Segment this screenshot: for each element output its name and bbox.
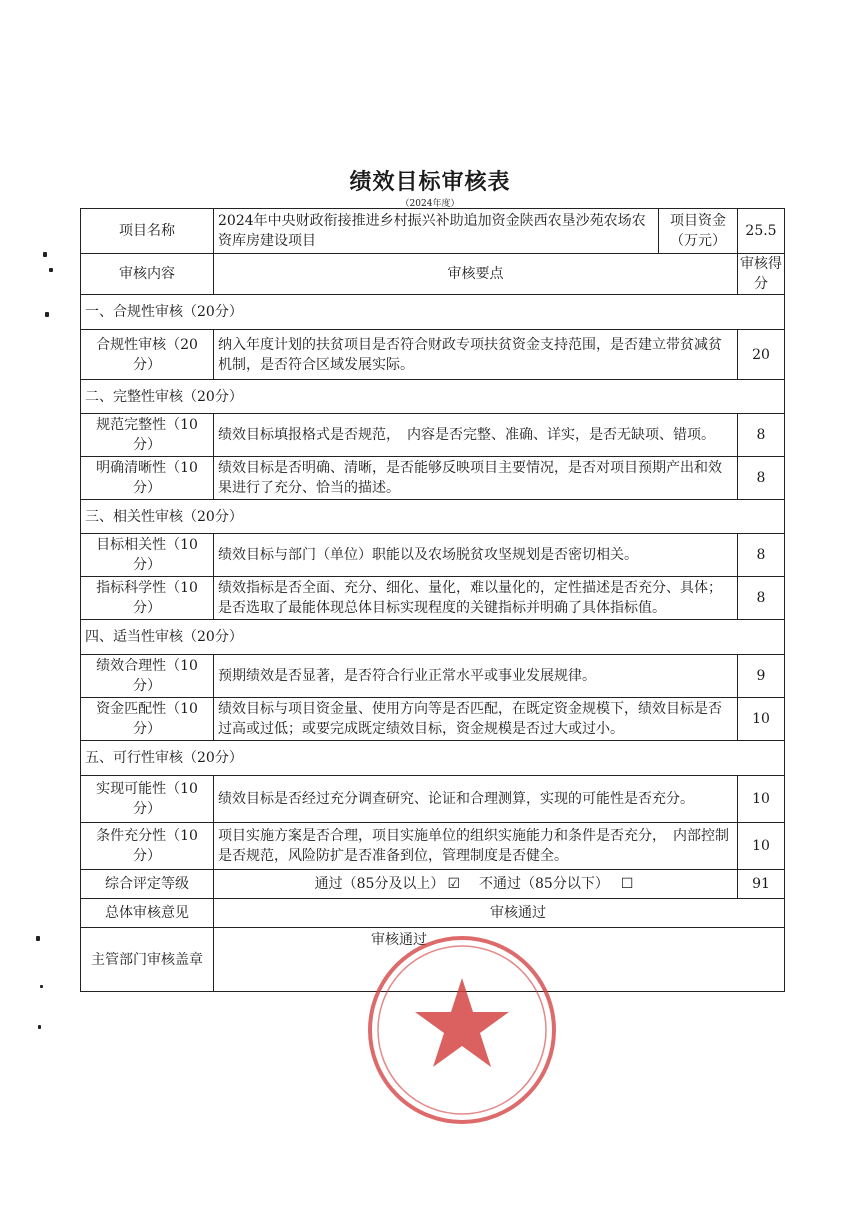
section-row: [81, 380, 785, 414]
criteria-score: 8: [738, 414, 785, 457]
opinion-cell: [214, 899, 785, 928]
criteria-desc: 绩效目标填报格式是否规范， 内容是否完整、准确、详实，是否无缺项、错项。: [214, 414, 738, 457]
project-name-value: 2024年中央财政衔接推进乡村振兴补助追加资金陕西农垦沙苑农场农资库房建设项目: [214, 209, 659, 254]
section-row: [81, 620, 785, 655]
criteria-desc: 纳入年度计划的扶贫项目是否符合财政专项扶贫资金支持范围，是否建立带贫减贫机制，是否符合区域发展实际。: [214, 330, 738, 380]
criteria-score: 10: [738, 823, 785, 870]
criteria-desc: 预期绩效是否显著，是否符合行业正常水平或事业发展规律。: [214, 655, 738, 698]
dept-text: 审核通过: [371, 932, 427, 948]
project-row: [81, 209, 785, 254]
dept-label: 主管部门审核盖章: [81, 928, 214, 992]
rating-label: 综合评定等级: [81, 870, 214, 899]
opinion-row: [81, 899, 785, 928]
section-title: 三、相关性审核（20分）: [81, 500, 785, 534]
pass-checkbox-icon[interactable]: ☑: [447, 876, 460, 892]
score-header: 审核得分: [738, 254, 785, 295]
criteria-row: [81, 823, 785, 870]
scan-speck: [36, 936, 40, 941]
criteria-desc: 项目实施方案是否合理，项目实施单位的组织实施能力和条件是否充分， 内部控制是否规范，风险防扩是否准备到位，管理制度是否健全。: [214, 823, 738, 870]
fund-label: 项目资金（万元）: [659, 209, 738, 254]
criteria-name: 合规性审核（20分）: [81, 330, 214, 380]
dept-cell: [214, 928, 785, 992]
content-header: 审核内容: [81, 254, 214, 295]
document-title: 绩效目标审核表: [349, 170, 511, 195]
pass-option-label: 通过（85分及以上）: [314, 876, 445, 892]
criteria-row: [81, 534, 785, 577]
criteria-name: 目标相关性（10分）: [81, 534, 214, 577]
criteria-score: 8: [738, 534, 785, 577]
scan-speck: [40, 985, 43, 988]
dept-row: [81, 928, 785, 992]
scan-speck: [49, 268, 53, 272]
points-header: 审核要点: [214, 254, 738, 295]
criteria-desc: 绩效目标是否明确、清晰，是否能够反映项目主要情况，是否对项目预期产出和效果进行了充分、恰当的描述。: [214, 457, 738, 500]
criteria-score: 9: [738, 655, 785, 698]
criteria-score: 20: [738, 330, 785, 380]
fail-option-label: 不通过（85分以下）: [479, 876, 609, 892]
opinion-text: 审核通过: [490, 905, 546, 921]
criteria-row: [81, 776, 785, 823]
criteria-row: [81, 655, 785, 698]
total-score: 91: [738, 870, 785, 899]
criteria-name: 绩效合理性（10分）: [81, 655, 214, 698]
project-name-label: 项目名称: [81, 209, 214, 254]
criteria-name: 指标科学性（10分）: [81, 577, 214, 620]
section-row: [81, 741, 785, 776]
scan-speck: [38, 1025, 41, 1029]
criteria-row: [81, 698, 785, 741]
criteria-desc: 绩效目标是否经过充分调查研究、论证和合理测算，实现的可能性是否充分。: [214, 776, 738, 823]
criteria-row: [81, 414, 785, 457]
criteria-score: 8: [738, 577, 785, 620]
section-row: [81, 500, 785, 534]
document-year: （2024年度）: [400, 199, 460, 209]
fund-value: 25.5: [738, 209, 785, 254]
section-title: 二、完整性审核（20分）: [81, 380, 785, 414]
criteria-name: 规范完整性（10分）: [81, 414, 214, 457]
opinion-label: 总体审核意见: [81, 899, 214, 928]
criteria-score: 10: [738, 698, 785, 741]
criteria-name: 明确清晰性（10分）: [81, 457, 214, 500]
header-row: [81, 254, 785, 295]
criteria-desc: 绩效目标与部门（单位）职能以及农场脱贫攻坚规划是否密切相关。: [214, 534, 738, 577]
criteria-score: 10: [738, 776, 785, 823]
criteria-row: [81, 330, 785, 380]
section-row: [81, 295, 785, 330]
review-table: [80, 208, 785, 992]
fail-checkbox-icon[interactable]: ☐: [620, 876, 634, 892]
section-title: 一、合规性审核（20分）: [81, 295, 785, 330]
criteria-desc: 绩效目标与项目资金量、使用方向等是否匹配，在既定资金规模下，绩效目标是否过高或过低；或要完成既定绩效目标，资金规模是否过大或过小。: [214, 698, 738, 741]
criteria-score: 8: [738, 457, 785, 500]
criteria-name: 资金匹配性（10分）: [81, 698, 214, 741]
rating-row: [81, 870, 785, 899]
section-title: 五、可行性审核（20分）: [81, 741, 785, 776]
section-title: 四、适当性审核（20分）: [81, 620, 785, 655]
scan-speck: [43, 252, 47, 257]
criteria-name: 条件充分性（10分）: [81, 823, 214, 870]
criteria-row: [81, 457, 785, 500]
scan-speck: [45, 312, 49, 317]
rating-options: [214, 870, 738, 899]
criteria-desc: 绩效指标是否全面、充分、细化、量化，难以量化的，定性描述是否充分、具体； 是否选取了最能体现总体目标实现程度的关键指标并明确了具体指标值。: [214, 577, 738, 620]
criteria-row: [81, 577, 785, 620]
criteria-name: 实现可能性（10分）: [81, 776, 214, 823]
